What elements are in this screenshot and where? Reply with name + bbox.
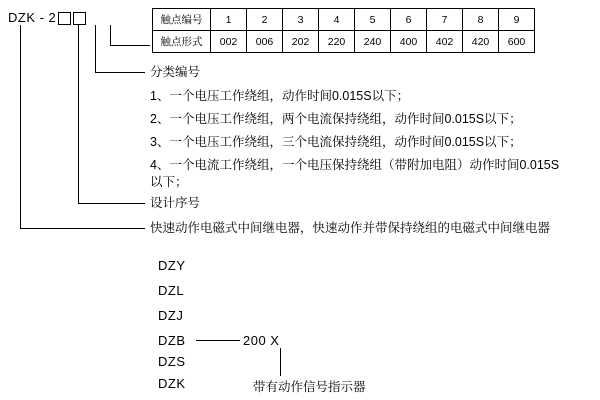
row-header-form: 触点形式 [153,31,211,53]
table-cell-form: 600 [499,31,535,53]
table-cell-number: 6 [391,9,427,31]
leader-line-box2-horizontal [110,45,150,46]
callout-design-number: 设计序号 [150,196,201,210]
callout-item-1: 1、一个电压工作绕组，动作时间0.015S以下； [150,89,410,103]
family-item-dzy: DZY [158,258,186,273]
leader-line-box1-vertical [95,25,96,72]
table-cell-form: 006 [247,31,283,53]
family-item-dzj: DZJ [158,308,184,323]
table-cell-form: 400 [391,31,427,53]
leader-line-relay-horizontal [20,228,145,229]
table-cell-number: 1 [211,9,247,31]
callout-item-3: 3、一个电压工作绕组，三个电流保持绕组，动作时间0.015S以下； [150,135,522,149]
family-note: 带有动作信号指示器 [253,380,366,394]
table-cell-number: 5 [355,9,391,31]
contact-table-wrapper [152,8,535,53]
table-cell-form: 240 [355,31,391,53]
dzb-suffix-label: 200 X [243,333,280,348]
callout-relay-description: 快速动作电磁式中间继电器，快速动作并带保持绕组的电磁式中间继电器 [150,221,551,235]
table-cell-number: 2 [247,9,283,31]
table-cell-form: 402 [427,31,463,53]
model-code-box-1 [58,12,71,25]
family-item-dzb: DZB [158,333,186,348]
table-cell-form: 220 [319,31,355,53]
note-connector-vertical [280,348,281,376]
model-code-box-2 [73,12,86,25]
callout-category-number: 分类编号 [150,65,201,79]
table-cell-number: 7 [427,9,463,31]
model-code-prefix: DZK - 2 [8,10,57,25]
leader-line-box2-vertical [110,25,111,45]
leader-line-box1-horizontal [95,72,145,73]
table-cell-form: 202 [283,31,319,53]
callout-item-2: 2、一个电压工作绕组，两个电流保持绕组，动作时间0.015S以下； [150,112,522,126]
dzb-connector-line [196,340,240,341]
table-cell-form: 002 [211,31,247,53]
table-row-forms [153,31,535,53]
family-item-dzk: DZK [158,376,186,391]
callout-item-4: 4、一个电流工作绕组，一个电压保持绕组（带附加电阻）动作时间0.015S以下； [150,158,560,189]
leader-line-design-horizontal [78,203,145,204]
table-cell-number: 4 [319,9,355,31]
row-header-number: 触点编号 [153,9,211,31]
family-item-dzs: DZS [158,354,186,369]
contact-table [152,8,535,53]
table-row-numbers [153,9,535,31]
leader-line-design-vertical [78,25,79,203]
table-cell-number: 3 [283,9,319,31]
table-cell-number: 8 [463,9,499,31]
table-cell-number: 9 [499,9,535,31]
family-item-dzl: DZL [158,283,185,298]
leader-line-relay-vertical [20,25,21,228]
table-cell-form: 420 [463,31,499,53]
model-code [8,10,86,25]
